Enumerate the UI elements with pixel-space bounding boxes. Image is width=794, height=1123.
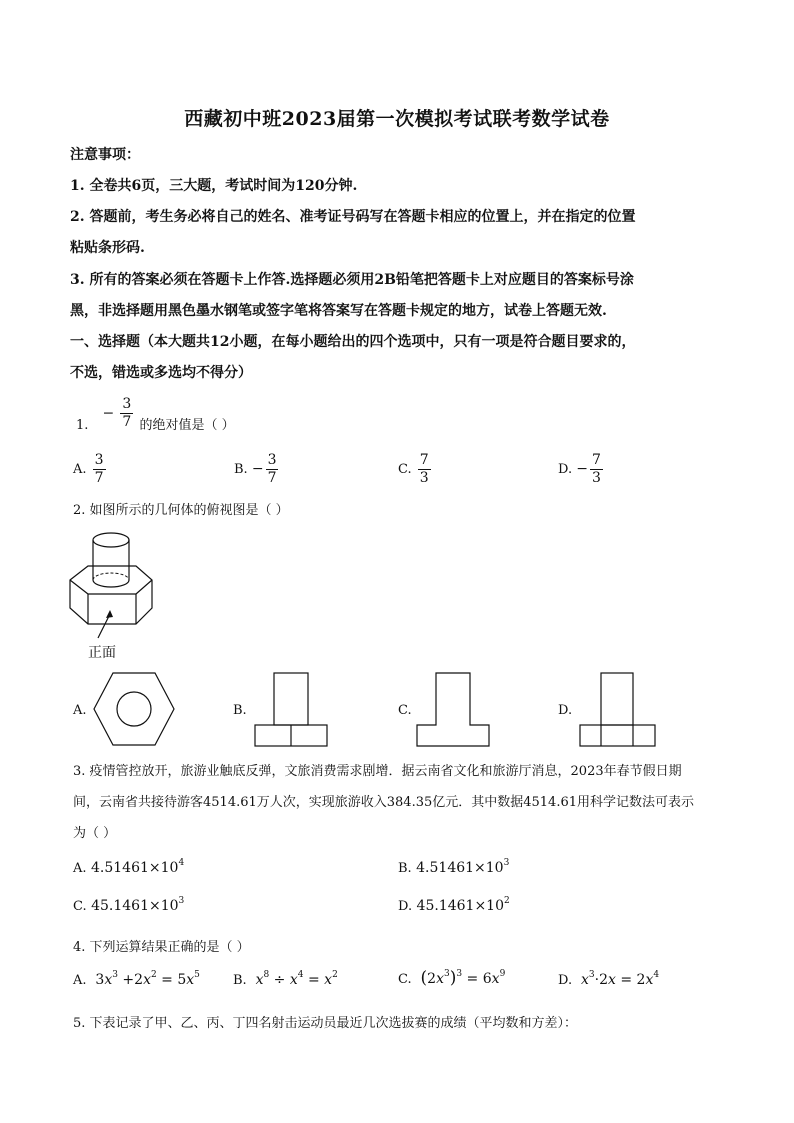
q5-stem: 5. 下表记录了甲、乙、丙、丁四名射击运动员最近几次选拔赛的成绩（平均数和方差）：: [73, 1016, 578, 1031]
q4-option-d: D. $x^3\cdot 2x = 2x^4$: [558, 970, 660, 988]
q2-option-d-label: D.: [558, 703, 573, 718]
q3-option-d: D. $45.1461\times 10^2$: [398, 896, 510, 914]
q4-stem: 4. 下列运算结果正确的是（ ）: [73, 940, 250, 955]
q1-number: 1.: [76, 418, 89, 433]
exam-title: 西藏初中班2023届第一次模拟考试联考数学试卷: [184, 108, 610, 130]
q2-option-a-hexagon-circle: [92, 671, 176, 747]
section-heading-cont: 不选，错选或多选均不得分）: [70, 365, 252, 381]
q1-stem: [76, 396, 235, 433]
notice-item-3: 3. 所有的答案必须在答题卡上作答.选择题必须用2B铅笔把答题卡上对应题目的答案标号涂: [70, 272, 634, 288]
q2-stem: 2. 如图所示的几何体的俯视图是（ ）: [73, 503, 289, 518]
q2-option-c-shape: [416, 672, 492, 748]
q1-option-b: B. − $\frac{3}{7}$: [234, 452, 277, 486]
notice-item-1: 1. 全卷共6页，三大题，考试时间为120分钟.: [70, 178, 358, 194]
q1-option-d: D. − $\frac{7}{3}$: [558, 452, 601, 486]
section-heading: 一、选择题（本大题共12小题，在每小题给出的四个选项中，只有一项是符合题目要求的，: [70, 334, 636, 350]
q1-text: 的绝对值是（ ）: [139, 418, 235, 433]
q2-front-label: 正面: [88, 645, 116, 661]
notice-heading: 注意事项：: [70, 147, 140, 163]
q3-line-2: 间，云南省共接待游客4514.61万人次，实现旅游收入384.35亿元．其中数据4514.61用科学记数法可表示: [73, 795, 695, 810]
q2-option-a-label: A.: [73, 703, 87, 718]
q3-line-3: 为（ ）: [73, 826, 117, 841]
notice-item-2: 2. 答题前，考生务必将自己的姓名、准考证号码写在答题卡相应的位置上，并在指定的位置: [70, 209, 636, 225]
q4-option-c: C. $(2x^3)^3 = 6x^9$: [398, 968, 506, 988]
q4-option-a: A. $3x^3 +2x^2 = 5x^5$: [73, 970, 200, 988]
q1-option-c: C. $\frac{7}{3}$: [398, 452, 429, 486]
q4-option-b: B. $x^8 \div x^4 = x^2$: [233, 970, 338, 988]
q2-option-b-shape: [254, 672, 330, 748]
notice-item-3-cont: 黑，非选择题用黑色墨水钢笔或签字笔将答案写在答题卡规定的地方，试卷上答题无效.: [70, 303, 607, 319]
q3-option-b: B. $4.51461\times 10^3$: [398, 858, 510, 876]
q3-option-c: C. $45.1461\times 10^3$: [73, 896, 185, 914]
q1-neg-sign: −: [102, 405, 115, 422]
q2-option-b-label: B.: [233, 703, 247, 718]
q2-solid-figure: [68, 530, 158, 640]
notice-item-2-cont: 粘贴条形码.: [70, 240, 145, 256]
q1-fraction: $\frac{3}{7}$: [122, 396, 132, 430]
q2-option-c-label: C.: [398, 703, 412, 718]
q3-option-a: A. $4.51461\times 10^4$: [73, 858, 185, 876]
q2-option-d-shape: [579, 672, 659, 748]
q3-line-1: 3. 疫情管控放开，旅游业触底反弹，文旅消费需求剧增．据云南省文化和旅游厅消息，2023年春节假日期: [73, 764, 682, 779]
q1-option-a: A. $\frac{3}{7}$: [73, 452, 104, 486]
